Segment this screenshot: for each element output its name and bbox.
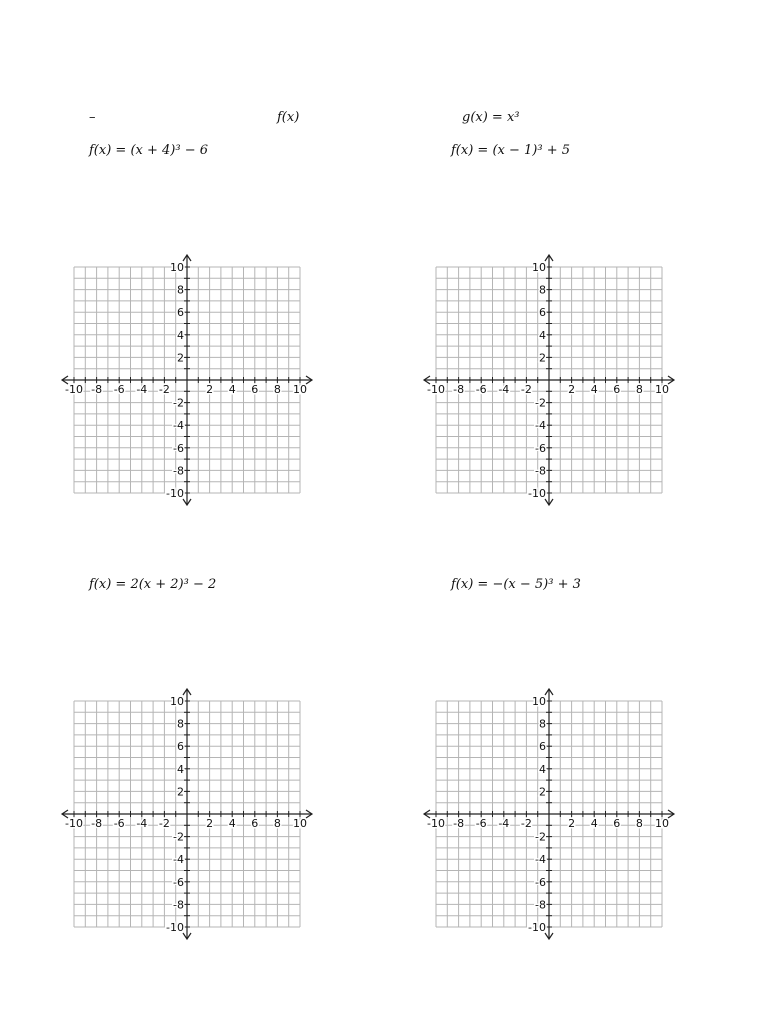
x-tick-label: 10 xyxy=(293,817,307,830)
y-tick-label: -4 xyxy=(173,419,184,433)
y-tick-label: -4 xyxy=(173,853,184,867)
y-tick-label: -8 xyxy=(173,898,184,912)
x-tick-label: 6 xyxy=(613,817,621,830)
x-tick-label: -4 xyxy=(136,383,148,396)
problem-1-equation: f(x) = (x + 4)³ − 6 xyxy=(89,143,208,158)
x-tick-label: 2 xyxy=(206,383,214,396)
x-tick-label: 8 xyxy=(635,817,643,830)
x-tick-label: -6 xyxy=(475,383,487,396)
x-tick-label: -4 xyxy=(498,383,510,396)
y-tick-label: -8 xyxy=(535,898,546,912)
x-tick-label: 8 xyxy=(273,817,281,830)
y-tick-label: 6 xyxy=(177,740,184,754)
x-tick-label: 2 xyxy=(568,383,576,396)
x-tick-label: -10 xyxy=(65,383,83,396)
x-tick-label: 4 xyxy=(590,383,598,396)
coordinate-grid-2[interactable] xyxy=(420,253,680,513)
function-label: f(x) xyxy=(277,110,300,125)
grid-svg[interactable] xyxy=(58,253,318,513)
x-tick-label: -8 xyxy=(91,817,103,830)
y-tick-label: -10 xyxy=(166,487,184,500)
x-tick-label: 10 xyxy=(655,817,669,830)
y-tick-label: 8 xyxy=(539,283,546,297)
y-tick-label: -10 xyxy=(528,487,546,500)
y-tick-label: -2 xyxy=(535,396,546,410)
y-tick-label: -2 xyxy=(173,396,184,410)
problem-2-equation: f(x) = (x − 1)³ + 5 xyxy=(451,143,570,158)
x-tick-label: -4 xyxy=(136,817,148,830)
y-tick-label: 4 xyxy=(177,328,184,342)
y-tick-label: -10 xyxy=(528,921,546,934)
coordinate-grid-4[interactable] xyxy=(420,687,680,947)
x-tick-label: -10 xyxy=(427,383,445,396)
y-tick-label: 4 xyxy=(539,762,546,776)
x-tick-label: 4 xyxy=(228,817,236,830)
x-tick-label: -2 xyxy=(520,817,532,830)
y-tick-label: 4 xyxy=(177,762,184,776)
y-tick-label: 6 xyxy=(177,306,184,320)
coordinate-grid-1[interactable] xyxy=(58,253,318,513)
y-tick-label: -4 xyxy=(535,853,546,867)
x-tick-label: 4 xyxy=(228,383,236,396)
y-tick-label: 10 xyxy=(532,695,546,708)
y-tick-label: -8 xyxy=(173,464,184,478)
y-tick-label: 4 xyxy=(539,328,546,342)
x-tick-label: -6 xyxy=(113,817,125,830)
y-tick-label: 2 xyxy=(539,351,546,365)
x-tick-label: 8 xyxy=(635,383,643,396)
y-tick-label: 8 xyxy=(539,717,546,731)
y-tick-label: 8 xyxy=(177,717,184,731)
x-tick-label: -2 xyxy=(158,383,170,396)
y-tick-label: -10 xyxy=(166,921,184,934)
y-tick-label: 10 xyxy=(170,261,184,274)
y-tick-label: -2 xyxy=(173,830,184,844)
x-tick-label: -2 xyxy=(520,383,532,396)
y-tick-label: 10 xyxy=(532,261,546,274)
y-tick-label: -6 xyxy=(173,875,184,889)
x-tick-label: 10 xyxy=(655,383,669,396)
y-tick-label: 6 xyxy=(539,306,546,320)
y-tick-label: -6 xyxy=(535,441,546,455)
y-tick-label: -8 xyxy=(535,464,546,478)
y-tick-label: -6 xyxy=(173,441,184,455)
x-tick-label: 6 xyxy=(251,383,259,396)
y-tick-label: -4 xyxy=(535,419,546,433)
parent-function: g(x) = x³ xyxy=(462,110,520,125)
y-tick-label: -6 xyxy=(535,875,546,889)
problem-4-equation: f(x) = −(x − 5)³ + 3 xyxy=(451,577,581,592)
y-tick-label: 6 xyxy=(539,740,546,754)
y-tick-label: 2 xyxy=(539,785,546,799)
problem-3-equation: f(x) = 2(x + 2)³ − 2 xyxy=(89,577,217,592)
y-tick-label: 2 xyxy=(177,785,184,799)
x-tick-label: -8 xyxy=(453,383,465,396)
x-tick-label: 2 xyxy=(206,817,214,830)
x-tick-label: 4 xyxy=(590,817,598,830)
coordinate-grid-3[interactable] xyxy=(58,687,318,947)
y-tick-label: -2 xyxy=(535,830,546,844)
x-tick-label: 8 xyxy=(273,383,281,396)
x-tick-label: 6 xyxy=(251,817,259,830)
y-tick-label: 10 xyxy=(170,695,184,708)
grid-svg[interactable] xyxy=(420,253,680,513)
x-tick-label: -6 xyxy=(475,817,487,830)
x-tick-label: -8 xyxy=(453,817,465,830)
x-tick-label: -6 xyxy=(113,383,125,396)
grid-svg[interactable] xyxy=(58,687,318,947)
header-dash: – xyxy=(89,110,96,125)
grid-svg[interactable] xyxy=(420,687,680,947)
x-tick-label: -10 xyxy=(427,817,445,830)
x-tick-label: 6 xyxy=(613,383,621,396)
x-tick-label: -10 xyxy=(65,817,83,830)
y-tick-label: 8 xyxy=(177,283,184,297)
x-tick-label: 10 xyxy=(293,383,307,396)
x-tick-label: -4 xyxy=(498,817,510,830)
y-tick-label: 2 xyxy=(177,351,184,365)
x-tick-label: -2 xyxy=(158,817,170,830)
x-tick-label: -8 xyxy=(91,383,103,396)
x-tick-label: 2 xyxy=(568,817,576,830)
